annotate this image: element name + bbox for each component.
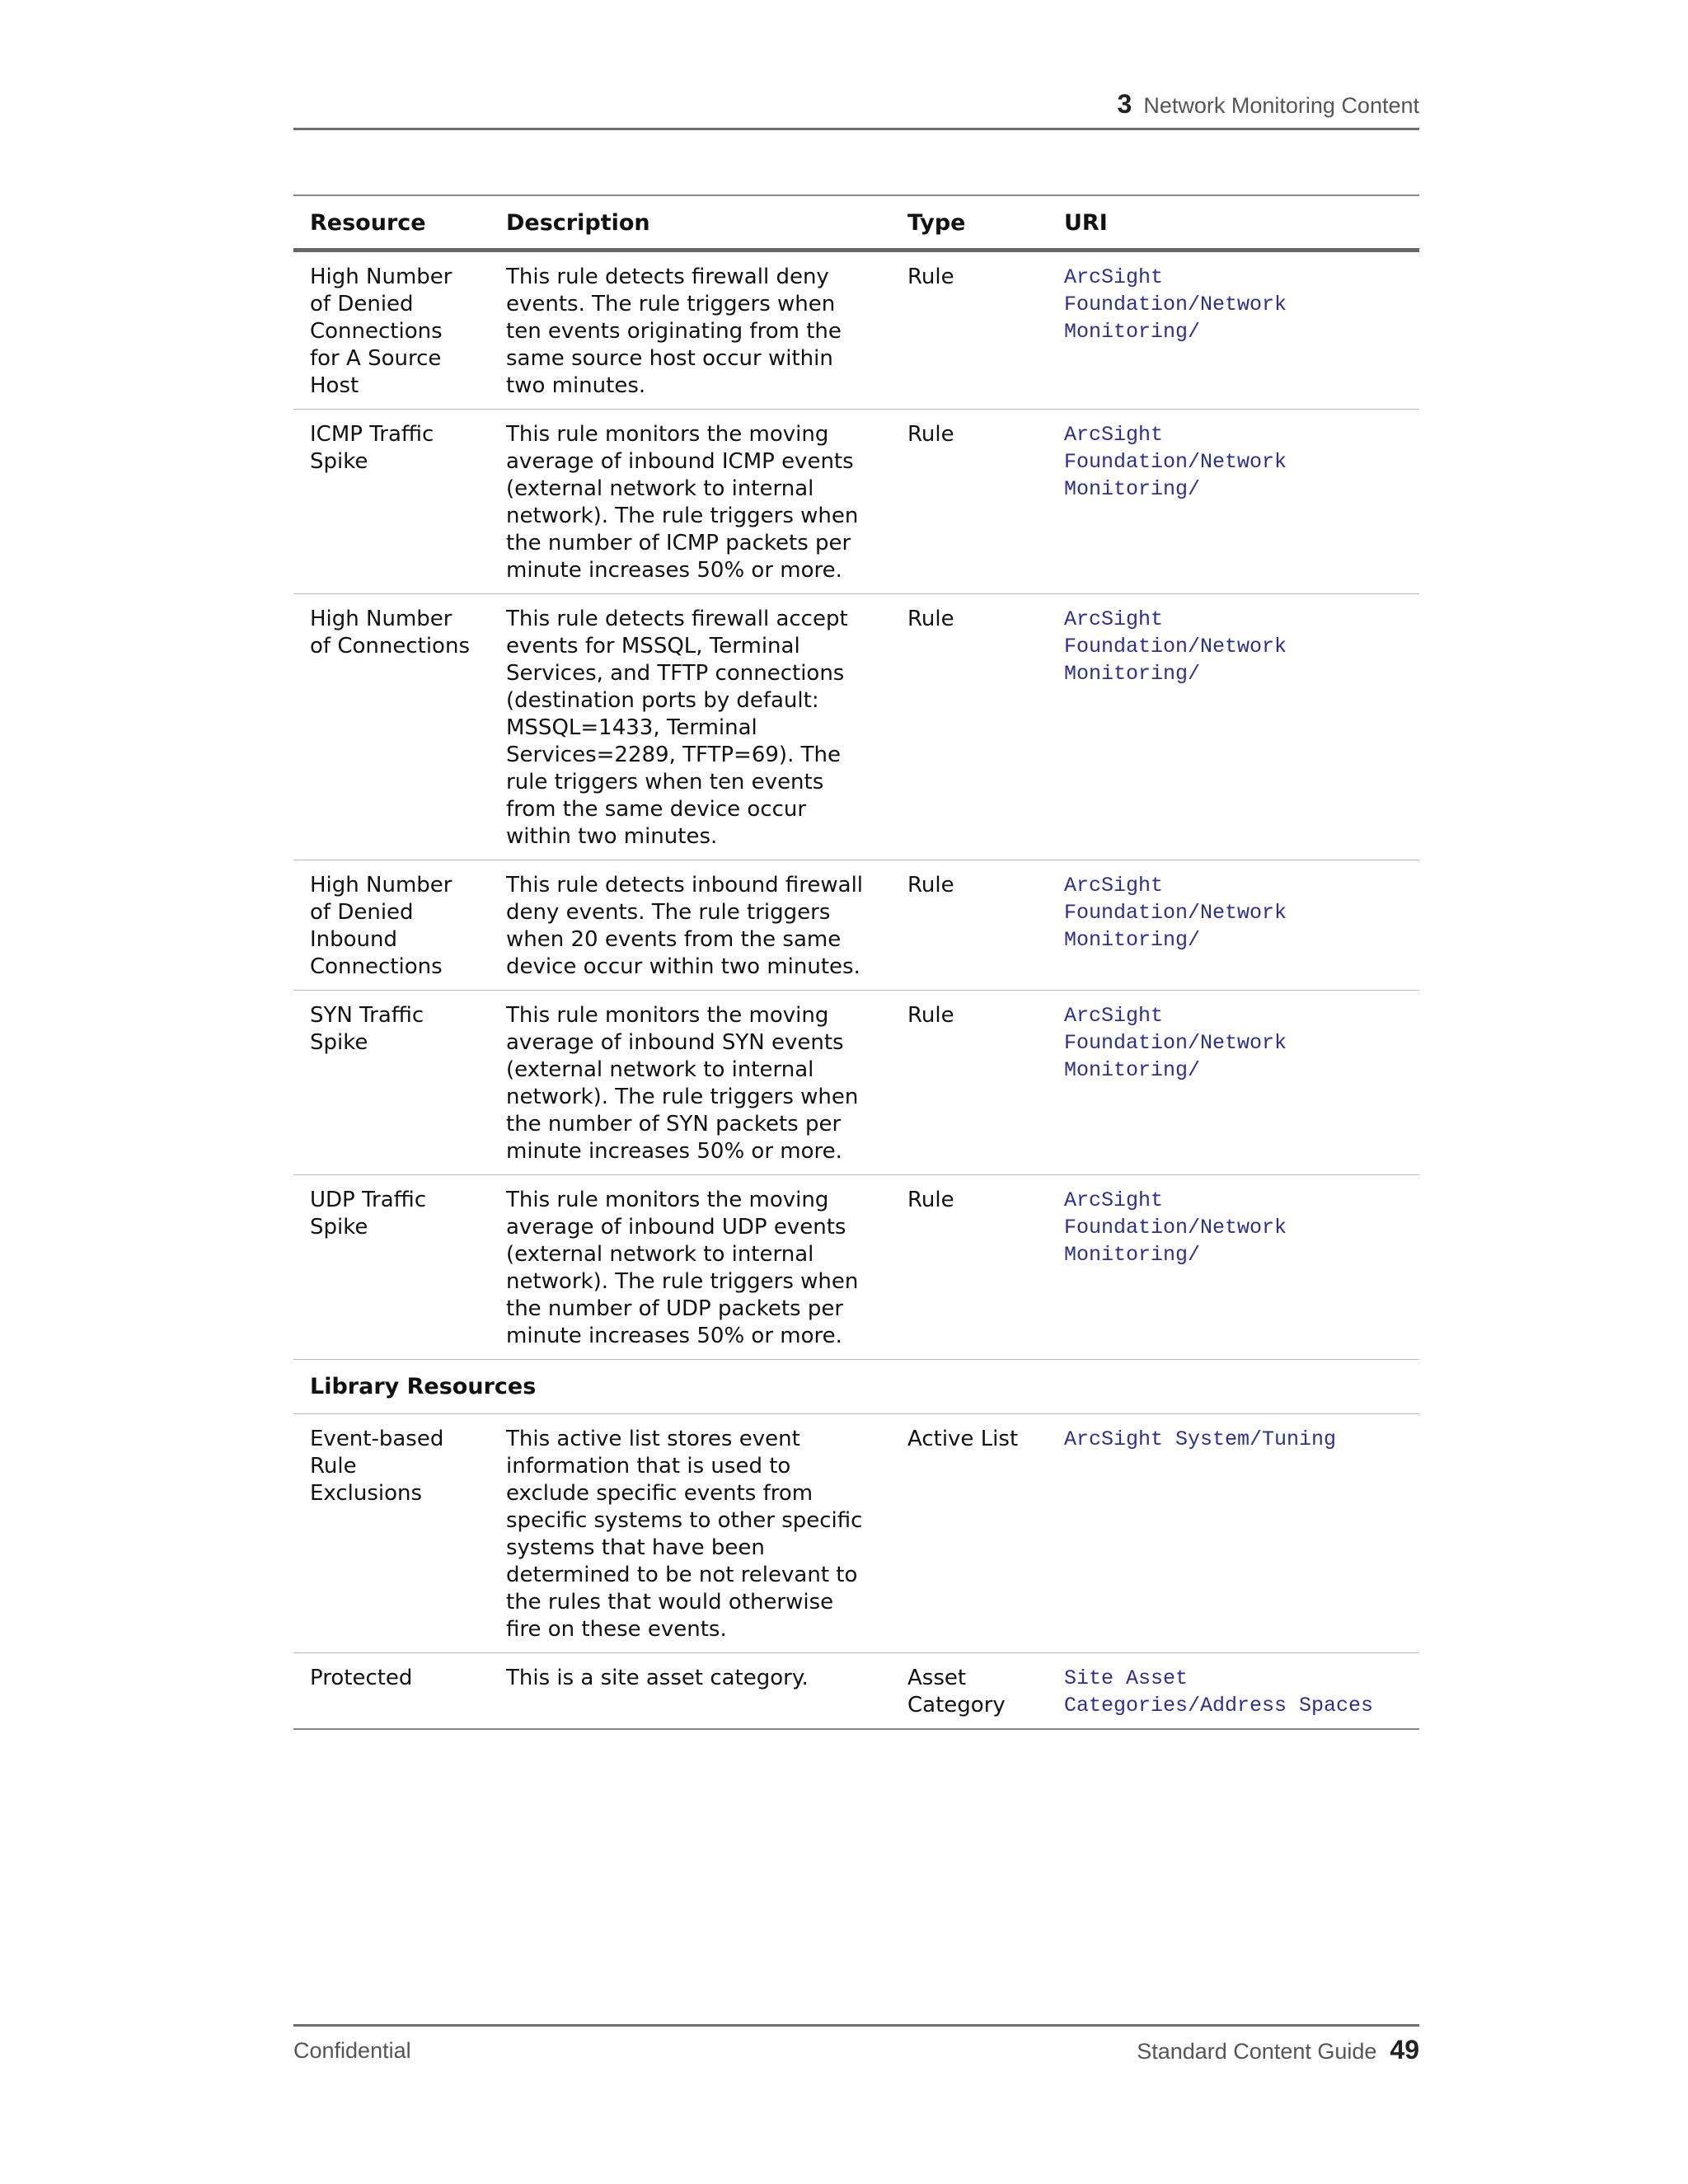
table-row (293, 860, 1419, 991)
type-cell: Rule (891, 1175, 1048, 1360)
resource-cell: UDP Traffic Spike (293, 1175, 490, 1360)
page-footer (293, 2024, 1419, 2068)
resource-cell: High Number of Denied Inbound Connections (293, 860, 490, 991)
description-cell: This rule detects firewall accept events for MSSQL, Terminal Services, and TFTP connections (destination ports by default: MSSQL=1433, Terminal Services=2289, TFTP=69). The rule triggers when ten events from the same device occur within two minutes. (490, 594, 891, 860)
chapter-number: 3 (1117, 89, 1132, 119)
resource-table-container (293, 194, 1419, 1730)
resource-cell: High Number of Connections (293, 594, 490, 860)
uri-cell: Site Asset Categories/Address Spaces (1048, 1653, 1419, 1730)
confidential-label: Confidential (293, 2038, 411, 2063)
page-header (293, 89, 1419, 130)
section-label: Library Resources (293, 1360, 1419, 1414)
uri-cell: ArcSight System/Tuning (1048, 1414, 1419, 1653)
resource-table (293, 194, 1419, 1730)
type-cell: Rule (891, 860, 1048, 991)
uri-cell: ArcSight Foundation/Network Monitoring/ (1048, 410, 1419, 594)
description-cell: This active list stores event information that is used to exclude specific events from specific systems to other specific systems that have been determined to be not relevant to the rules that would otherwise fire on these events. (490, 1414, 891, 1653)
chapter-title: Network Monitoring Content (1143, 93, 1419, 118)
type-cell: Rule (891, 594, 1048, 860)
column-header-description: Description (490, 195, 891, 251)
table-header-row (293, 195, 1419, 251)
description-cell: This rule detects inbound firewall deny events. The rule triggers when 20 events from the same device occur within two minutes. (490, 860, 891, 991)
table-row (293, 1653, 1419, 1730)
description-cell: This rule monitors the moving average of inbound ICMP events (external network to internal network). The rule triggers when the number of ICMP packets per minute increases 50% or more. (490, 410, 891, 594)
table-row (293, 1414, 1419, 1653)
resource-cell: Protected (293, 1653, 490, 1730)
table-row (293, 410, 1419, 594)
resource-cell: ICMP Traffic Spike (293, 410, 490, 594)
column-header-type: Type (891, 195, 1048, 251)
resource-cell: Event-based Rule Exclusions (293, 1414, 490, 1653)
column-header-resource: Resource (293, 195, 490, 251)
description-cell: This is a site asset category. (490, 1653, 891, 1730)
type-cell: Active List (891, 1414, 1048, 1653)
guide-title: Standard Content Guide (1137, 2039, 1377, 2064)
column-header-uri: URI (1048, 195, 1419, 251)
uri-cell: ArcSight Foundation/Network Monitoring/ (1048, 991, 1419, 1175)
uri-cell: ArcSight Foundation/Network Monitoring/ (1048, 860, 1419, 991)
type-cell: Rule (891, 991, 1048, 1175)
footer-right (1137, 2035, 1419, 2065)
description-cell: This rule monitors the moving average of inbound SYN events (external network to internal network). The rule triggers when the number of SYN packets per minute increases 50% or more. (490, 991, 891, 1175)
resource-cell: High Number of Denied Connections for A Source Host (293, 251, 490, 410)
uri-cell: ArcSight Foundation/Network Monitoring/ (1048, 594, 1419, 860)
type-cell: Rule (891, 251, 1048, 410)
uri-cell: ArcSight Foundation/Network Monitoring/ (1048, 251, 1419, 410)
type-cell: Asset Category (891, 1653, 1048, 1730)
type-cell: Rule (891, 410, 1048, 594)
uri-cell: ArcSight Foundation/Network Monitoring/ (1048, 1175, 1419, 1360)
page-number: 49 (1390, 2035, 1419, 2064)
description-cell: This rule monitors the moving average of inbound UDP events (external network to internal network). The rule triggers when the number of UDP packets per minute increases 50% or more. (490, 1175, 891, 1360)
description-cell: This rule detects firewall deny events. The rule triggers when ten events originating from the same source host occur within two minutes. (490, 251, 891, 410)
table-row (293, 991, 1419, 1175)
section-row-library-resources (293, 1360, 1419, 1414)
resource-cell: SYN Traffic Spike (293, 991, 490, 1175)
table-row (293, 1175, 1419, 1360)
table-row (293, 594, 1419, 860)
table-row (293, 251, 1419, 410)
